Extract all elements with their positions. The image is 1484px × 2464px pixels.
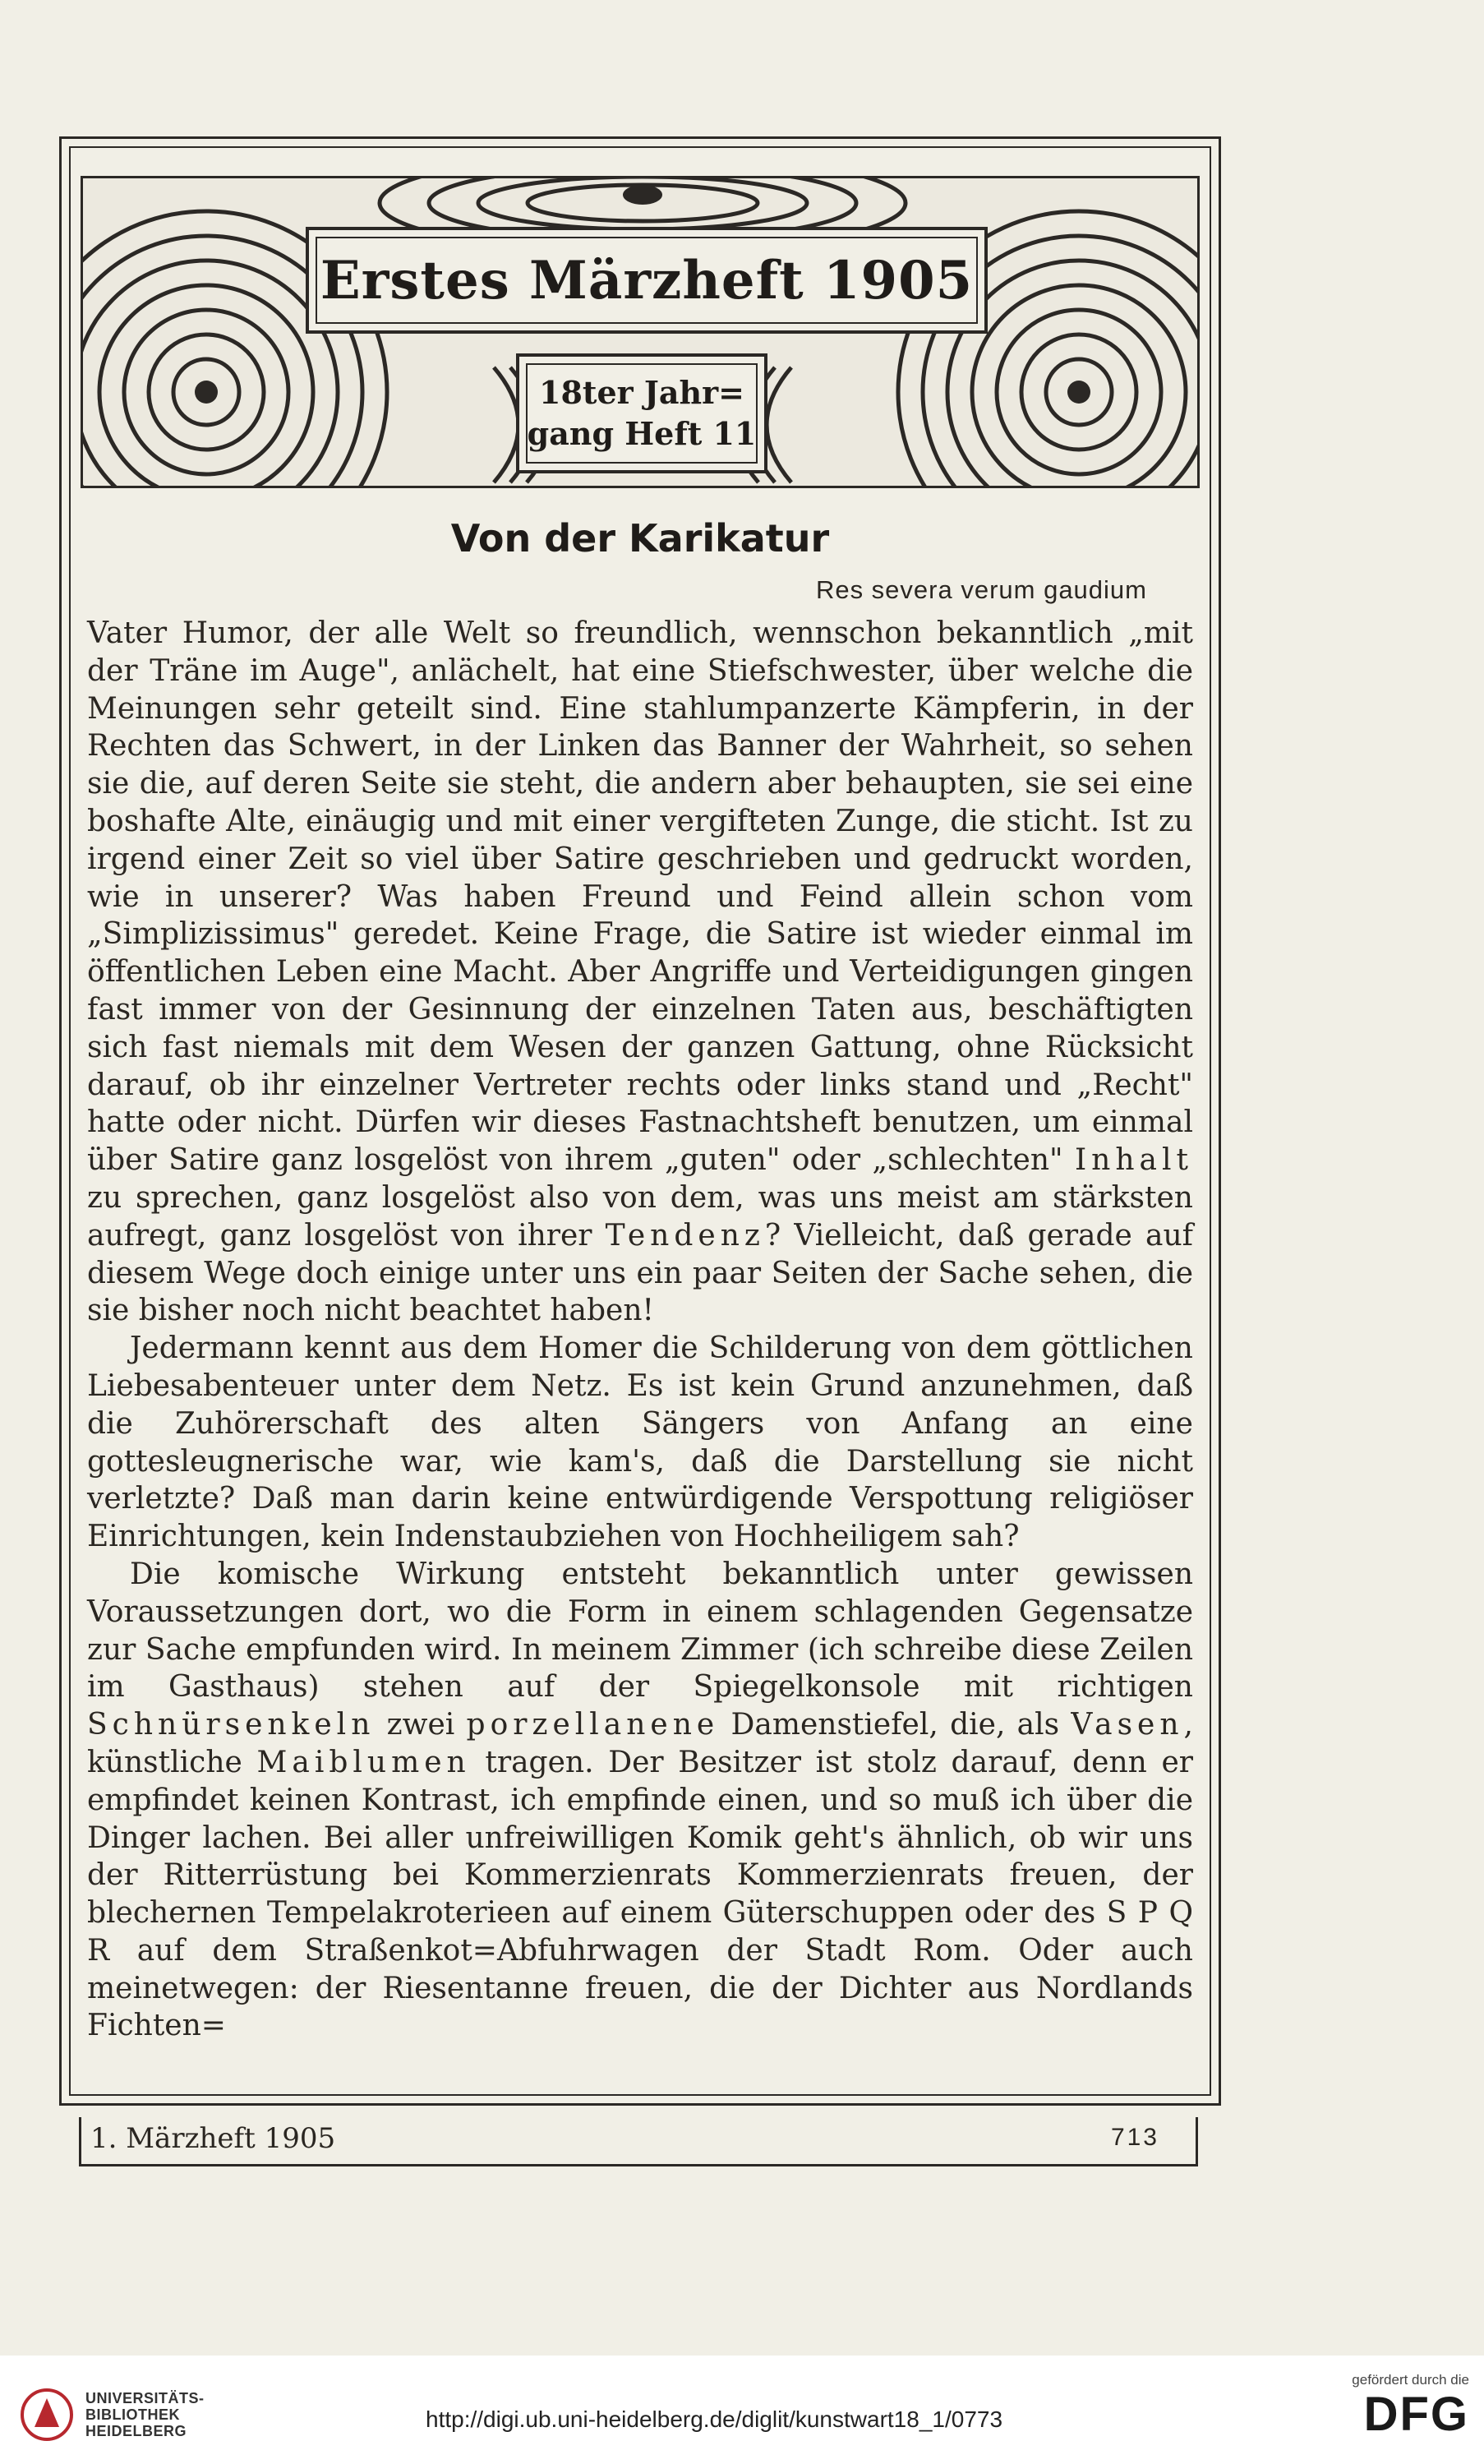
sponsor-label: gefördert durch die bbox=[1352, 2372, 1469, 2388]
paragraph-1: Vater Humor, der alle Welt so freundlich, wennschon bekanntlich „mit der Träne im Auge", anlächelt, hat eine Stiefschwester, über welche die Meinungen sehr geteilt sind. Eine stahlumpanzerte Kämpferin, in der Rechten das Schwert, in der Linken das Banner der Wahrheit, so sehen sie die, auf deren Seite sie steht, die andern aber behaupten, sie sei eine boshafte Alte, einäugig und mit einer vergifteten Zunge, die sticht. Ist zu irgend einer Zeit so viel über Satire geschrieben und gedruckt worden, wie in unserer? Was haben Freund und Feind allein schon vom „Simplizissimus" geredet. Keine Frage, die Satire ist wieder einmal im öffentlichen Leben eine Macht. Aber Angriffe und Verteidigungen gingen fast immer von der Gesinnung der einzelnen Taten aus, beschäftigten sich fast niemals mit dem Wesen der ganzen Gattung, ohne Rücksicht darauf, ob ihr einzelner Vertreter rechts oder links stand und „Recht" hatte oder nicht. Dürfen wir dieses Fastnachtsheft benutzen, um einmal über Satire ganz losgelöst von ihrem „guten" oder „schlechten" Inhalt zu sprechen, ganz losgelöst also von dem, was uns meist am stärksten aufregt, ganz losgelöst von ihrer Tendenz? Vielleicht, daß gerade auf diesem Wege doch einige unter uns ein paar Seiten der Sache sehen, die sie bisher noch nicht beachtet haben! bbox=[87, 616, 1193, 1328]
paragraph-3: Die komische Wirkung entsteht bekanntlich unter gewissen Voraussetzungen dort, wo die Form in einem schlagenden Gegensatze zur Sache empfunden wird. In meinem Zimmer (ich schreibe diese Zeilen im Gasthaus) stehen auf der Spiegelkonsole mit richtigen Schnürsenkeln zwei porzellanene Damenstiefel, die, als Vasen, künstliche Maiblumen tragen. Der Besitzer ist stolz darauf, denn er empfindet keinen Kontrast, ich empfinde einen, und so muß ich über die Dinger lachen. Bei aller unfreiwilligen Komik geht's ähnlich, ob wir uns der Ritterrüstung bei Kommerzienrats Kommerzienrats freuen, der blechernen Tempelakroterieen auf einem Güterschuppen oder des S P Q R auf dem Straßenkot=Abfuhrwagen der Stadt Rom. Oder auch meinetwegen: der Riesentanne freuen, die der Dichter aus Nordlands Fichten= bbox=[87, 1557, 1194, 2043]
issue-title-box bbox=[306, 227, 988, 334]
library-name: UNIVERSITÄTS- BIBLIOTHEK HEIDELBERG bbox=[85, 2390, 205, 2439]
article-title: Von der Karikatur bbox=[450, 516, 830, 561]
issue-title: Erstes Märzheft 1905 bbox=[320, 249, 974, 311]
article-body bbox=[87, 615, 1193, 2045]
paragraph-2: Jedermann kennt aus dem Homer die Schilderung von dem göttlichen Liebesabenteuer unter dem Netz. Es ist kein Grund anzunehmen, daß die Zuhörerschaft des alten Sängers von Anfang an eine gottesleugnerische war, wie kam's, daß die Darstellung sie nicht verletzte? Daß man darin keine entwürdigende Verspottung religiöser Einrichtungen, kein Indenstaubziehen von Hochheiligem sah? bbox=[87, 1331, 1193, 1554]
volume-info-box bbox=[516, 353, 767, 473]
university-seal-icon bbox=[18, 2382, 76, 2448]
article-motto: Res severa verum gaudium bbox=[815, 575, 1147, 604]
sponsor-block[interactable] bbox=[1352, 2372, 1469, 2441]
dfg-logo: DFG bbox=[1363, 2388, 1469, 2441]
page-number: 713 bbox=[1110, 2124, 1159, 2151]
footer-issue-label: 1. Märzheft 1905 bbox=[90, 2122, 336, 2155]
source-url-link[interactable]: http://digi.ub.uni-heidelberg.de/diglit/kunstwart18_1/0773 bbox=[426, 2406, 1003, 2432]
library-logo[interactable] bbox=[18, 2382, 205, 2448]
volume-line-1: 18ter Jahr= bbox=[539, 374, 744, 411]
volume-line-2: gang Heft 11 bbox=[527, 415, 757, 452]
